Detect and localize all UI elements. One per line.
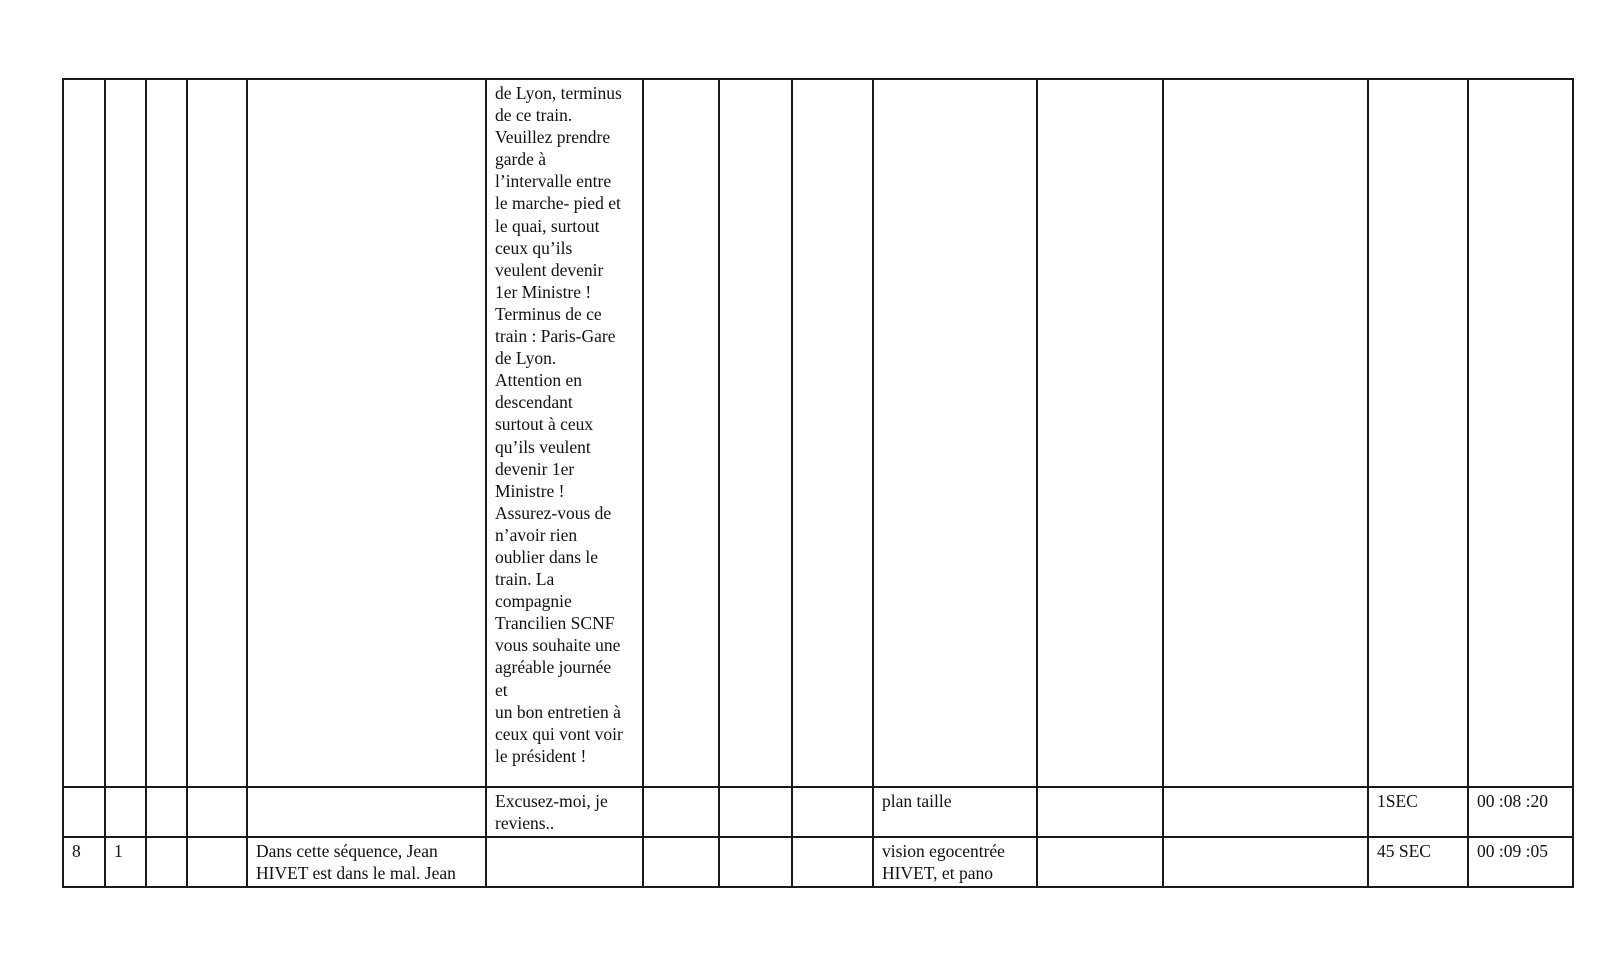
shot-list-table bbox=[62, 78, 1574, 888]
table-cell bbox=[719, 787, 792, 837]
timecode-cell bbox=[1468, 837, 1573, 887]
table-row bbox=[63, 79, 1573, 787]
table-cell bbox=[63, 79, 105, 787]
dialogue-text: Excusez-moi, je reviens.. bbox=[495, 791, 608, 834]
table-cell bbox=[146, 837, 187, 887]
table-cell bbox=[1037, 787, 1163, 837]
table-cell bbox=[187, 837, 247, 887]
table-cell bbox=[1163, 837, 1368, 887]
dialogue-cell bbox=[486, 787, 643, 837]
table-row bbox=[63, 837, 1573, 887]
table-cell bbox=[643, 837, 719, 887]
description-text: Dans cette séquence, Jean HIVET est dans le mal. Jean bbox=[256, 841, 456, 884]
table-cell bbox=[247, 79, 486, 787]
shot-type-cell bbox=[873, 787, 1037, 837]
table-cell bbox=[1368, 79, 1468, 787]
table-cell bbox=[792, 837, 873, 887]
table-cell bbox=[792, 787, 873, 837]
table-cell bbox=[719, 79, 792, 787]
table-cell bbox=[643, 787, 719, 837]
shot-type-cell bbox=[873, 837, 1037, 887]
shot-type-text: plan taille bbox=[882, 791, 952, 811]
duration-text: 45 SEC bbox=[1377, 841, 1431, 862]
table-cell bbox=[1163, 787, 1368, 837]
duration-cell bbox=[1368, 787, 1468, 837]
table-cell bbox=[105, 787, 146, 837]
dialogue-cell bbox=[486, 837, 643, 887]
table-cell bbox=[187, 79, 247, 787]
table-cell bbox=[146, 787, 187, 837]
table-cell bbox=[873, 79, 1037, 787]
table-cell bbox=[1468, 79, 1573, 787]
table-cell bbox=[105, 79, 146, 787]
table-cell bbox=[63, 787, 105, 837]
duration-cell bbox=[1368, 837, 1468, 887]
table-cell bbox=[792, 79, 873, 787]
description-cell bbox=[247, 837, 486, 887]
shot-number-cell bbox=[105, 837, 146, 887]
table-row bbox=[63, 787, 1573, 837]
timecode-text: 00 :09 :05 bbox=[1477, 841, 1548, 862]
timecode-text: 00 :08 :20 bbox=[1477, 791, 1548, 811]
shot-number-text: 1 bbox=[114, 841, 123, 862]
dialogue-text: de Lyon, terminus de ce train. Veuillez prendre garde à l’intervalle entre le marche- pied et le quai, surtout ceux qu’ils veulent devenir 1er Ministre ! Terminus de ce train : Paris-Gare de Lyon. Attention en descendant surtout à ceux qu’ils veulent devenir 1er Ministre ! Assurez-vous de n’avoir rien oublier dans le train. La compagnie Trancilien SCNF vous souhaite une agréable journée et un bon entretien à ceux qui vont voir le président ! bbox=[495, 83, 623, 766]
sequence-number-cell bbox=[63, 837, 105, 887]
table-cell bbox=[643, 79, 719, 787]
dialogue-cell bbox=[486, 79, 643, 787]
timecode-cell bbox=[1468, 787, 1573, 837]
table-cell bbox=[1037, 79, 1163, 787]
table-cell bbox=[146, 79, 187, 787]
table-cell bbox=[719, 837, 792, 887]
duration-text: 1SEC bbox=[1377, 791, 1418, 811]
shot-type-text: vision egocentrée HIVET, et pano bbox=[882, 841, 1005, 884]
sequence-number-text: 8 bbox=[72, 841, 81, 862]
table-cell bbox=[1037, 837, 1163, 887]
table-cell bbox=[187, 787, 247, 837]
table-cell bbox=[247, 787, 486, 837]
table-cell bbox=[1163, 79, 1368, 787]
